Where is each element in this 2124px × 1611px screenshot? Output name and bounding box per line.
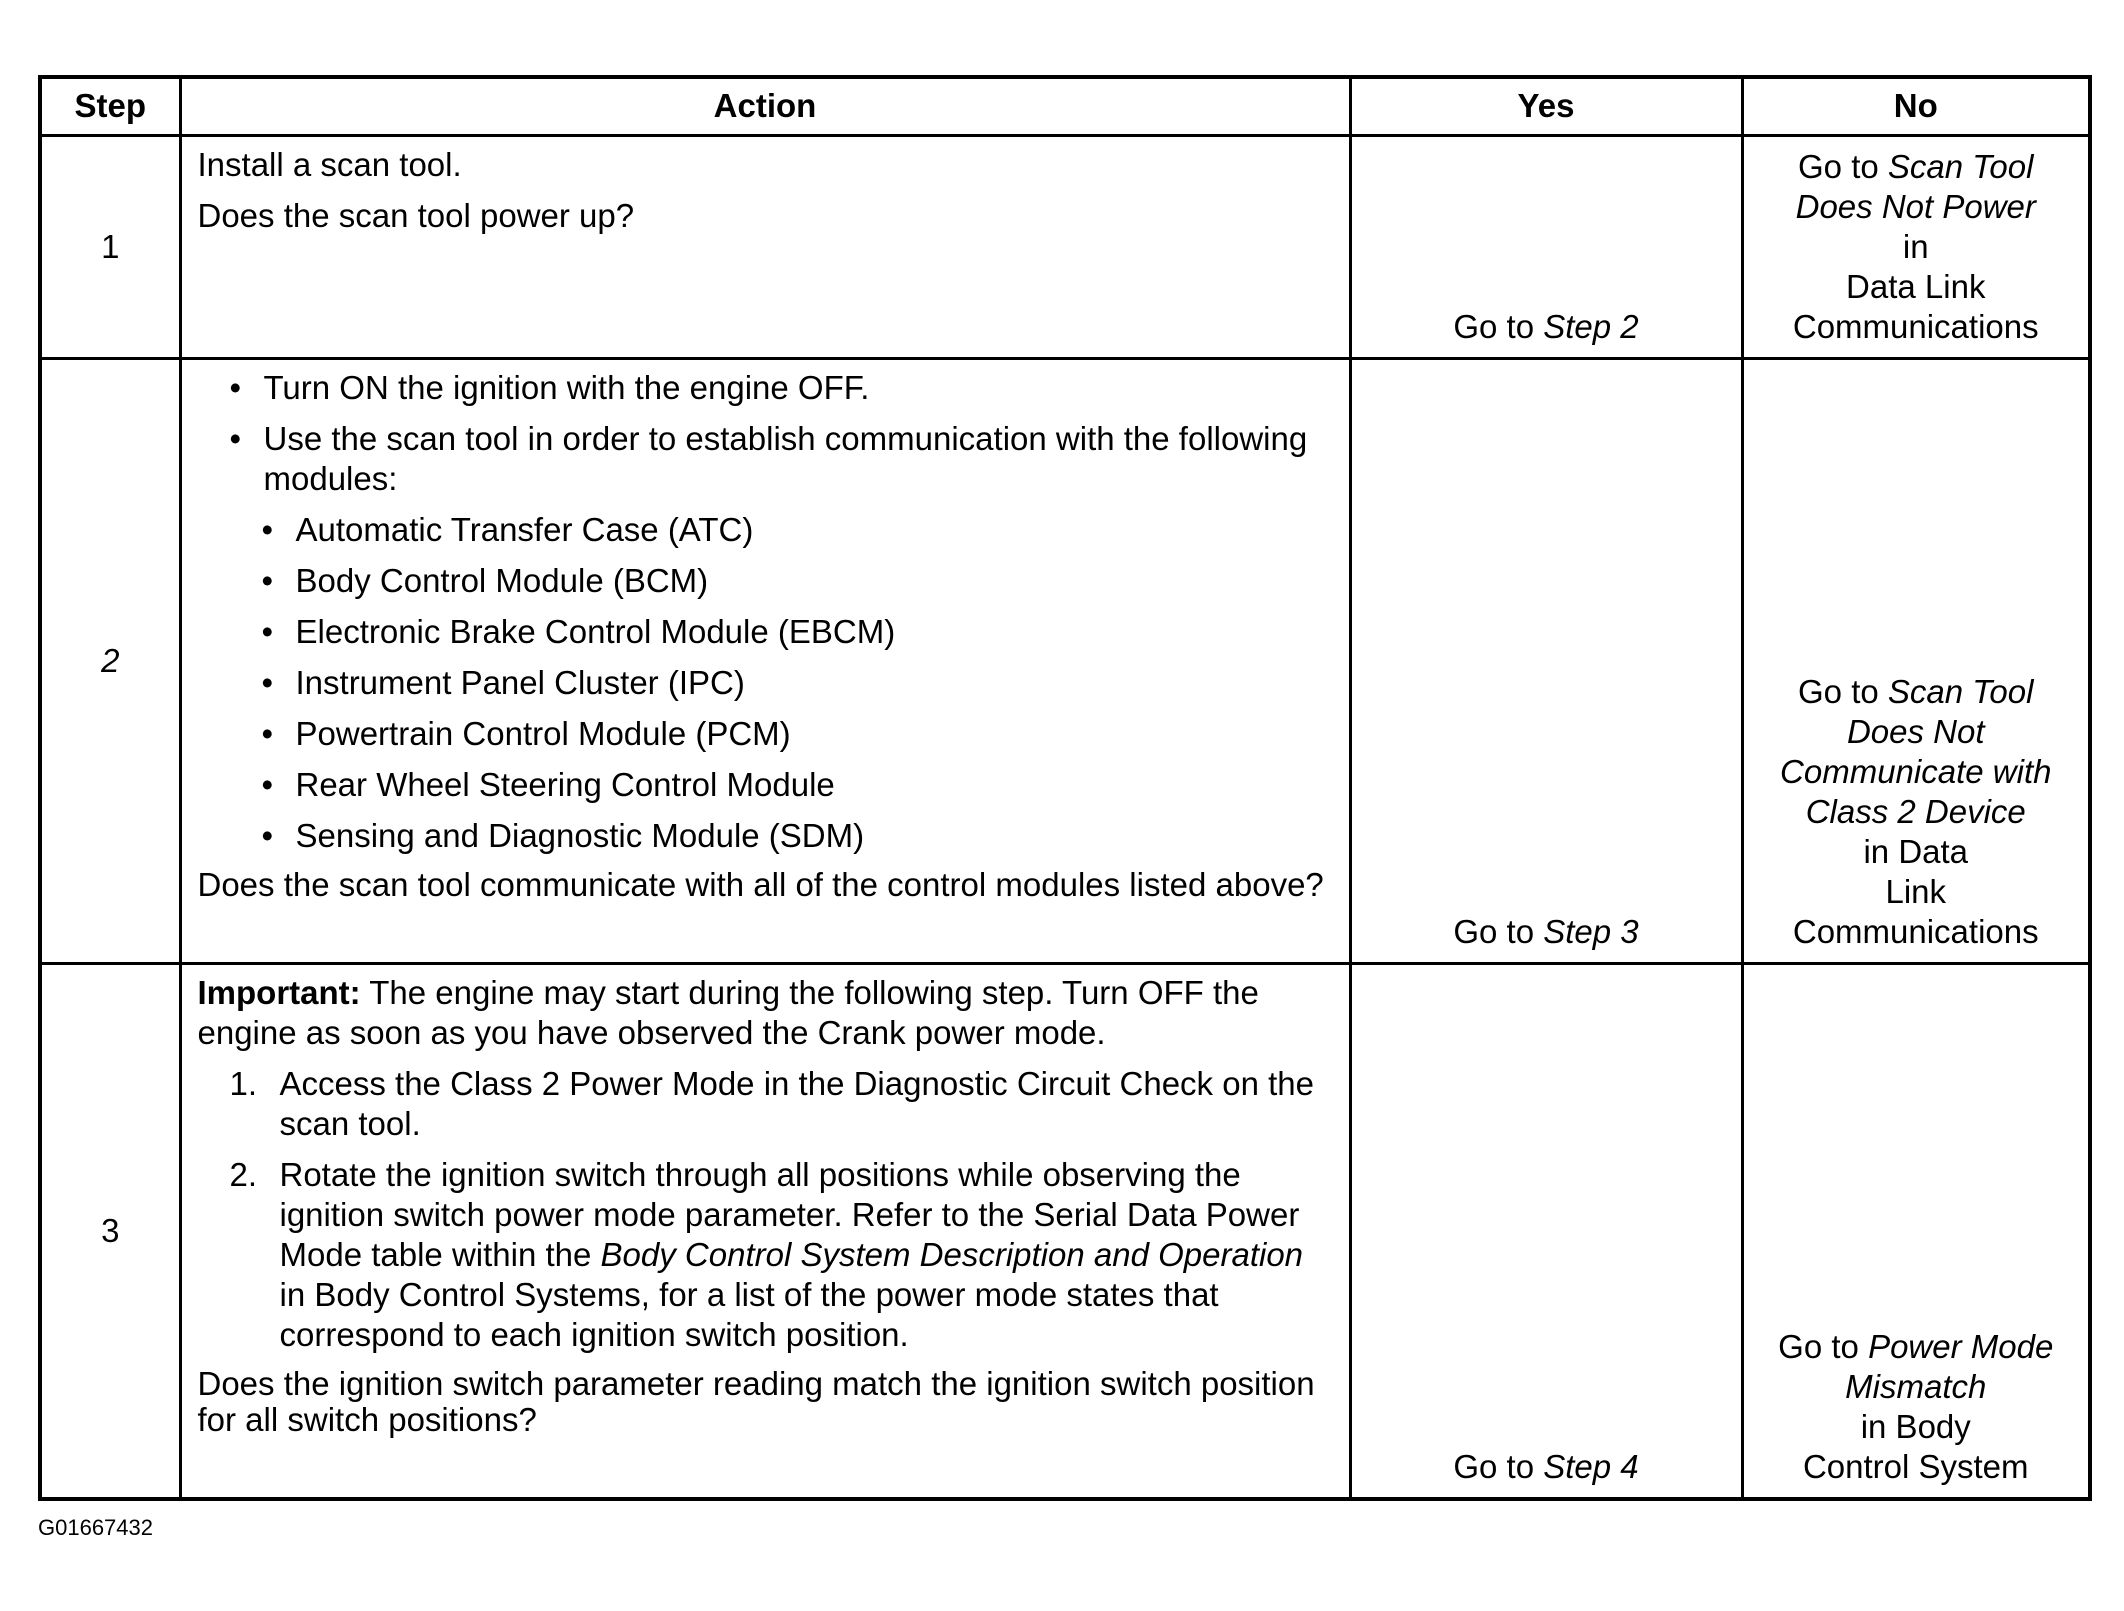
no-target-link[interactable]: Power Mode <box>1868 1328 2054 1365</box>
action-question: Does the scan tool power up? <box>197 196 635 234</box>
yes-prefix: Go to <box>1453 912 1544 950</box>
action-cell <box>180 358 1350 963</box>
list-item: • Use the scan tool in order to establish communication with the following modules: <box>230 419 1333 499</box>
procedure-text: Access the Class 2 Power Mode in the Diagnostic Circuit Check on the scan tool. <box>279 1064 1314 1142</box>
no-section: in Body <box>1860 1408 1971 1445</box>
procedure-text: Rotate the ignition switch through all positions while observing the ignition switch power mode parameter. Refer to the Serial Data Power Mode table within the <box>279 1155 1300 1273</box>
no-target-link-cont[interactable]: Mismatch <box>1845 1368 1987 1405</box>
action-cell <box>180 135 1350 358</box>
yes-step-link[interactable]: Step 2 <box>1543 307 1639 345</box>
procedure-reference-link[interactable]: Body Control System Description and Operation <box>600 1235 1304 1273</box>
yes-cell <box>1350 135 1742 358</box>
no-cell <box>1742 135 2090 358</box>
important-note <box>198 973 1333 1053</box>
action-bullet-list <box>198 368 1333 499</box>
no-prefix: Go to <box>1798 147 1888 185</box>
yes-cell <box>1350 963 1742 1499</box>
no-prefix: Go to <box>1798 672 1888 710</box>
step-num-label: 2. <box>229 1155 258 1193</box>
yes-cell <box>1350 358 1742 963</box>
no-section-cont: Control System <box>1802 1448 2029 1485</box>
no-section: in Data <box>1863 832 1969 870</box>
header-no: No <box>1742 77 2090 135</box>
table-row-step-3 <box>40 963 2090 1499</box>
no-section-cont: Communications <box>1792 912 2039 950</box>
diagnostic-table <box>38 75 2092 1501</box>
table-row-step-2 <box>40 358 2090 963</box>
important-text: The engine may start during the following step. Turn OFF the engine as soon as you have observed the Crank power mode. <box>197 973 1259 1051</box>
procedure-steps <box>198 1064 1333 1355</box>
no-target-link-cont[interactable]: Communicate with <box>1780 752 2052 790</box>
no-section-cont: Communications <box>1792 307 2039 345</box>
no-in: in <box>1902 227 1929 265</box>
yes-prefix: Go to <box>1453 1448 1544 1485</box>
no-target-link-cont[interactable]: Class 2 Device <box>1805 792 2026 830</box>
action-instruction: Install a scan tool. <box>197 145 462 183</box>
header-yes: Yes <box>1350 77 1742 135</box>
no-target-link-cont[interactable]: Does Not <box>1846 712 1985 750</box>
no-section-cont: Link <box>1885 872 1947 910</box>
list-item <box>230 1064 1333 1144</box>
module-item: • Automatic Transfer Case (ATC) <box>262 510 1333 550</box>
step-number: 2 <box>40 358 180 963</box>
table-header-row <box>40 77 2090 135</box>
step-num-label: 1. <box>229 1064 258 1102</box>
no-cell <box>1742 358 2090 963</box>
no-target-link-cont[interactable]: Does Not Power <box>1795 187 2036 225</box>
module-item: • Sensing and Diagnostic Module (SDM) <box>262 816 1333 856</box>
no-target-link[interactable]: Scan Tool <box>1887 672 2034 710</box>
list-item: • Turn ON the ignition with the engine OFF. <box>230 368 1333 408</box>
module-item: • Rear Wheel Steering Control Module <box>262 765 1333 805</box>
yes-step-link[interactable]: Step 3 <box>1543 912 1639 950</box>
header-action: Action <box>180 77 1350 135</box>
yes-prefix: Go to <box>1453 307 1544 345</box>
procedure-text-cont: in Body Control Systems, for a list of the power mode states that correspond to each ignition switch position. <box>279 1275 1219 1353</box>
important-label: Important: <box>197 973 361 1011</box>
no-prefix: Go to <box>1778 1328 1869 1365</box>
list-item <box>230 1155 1333 1355</box>
action-question: Does the ignition switch parameter reading match the ignition switch position for all switch positions? <box>197 1364 1315 1438</box>
module-item: • Powertrain Control Module (PCM) <box>262 714 1333 754</box>
action-cell <box>180 963 1350 1499</box>
no-section: Data Link <box>1846 267 1986 305</box>
module-item: • Electronic Brake Control Module (EBCM) <box>262 612 1333 652</box>
module-item: • Body Control Module (BCM) <box>262 561 1333 601</box>
module-list <box>198 510 1333 856</box>
table-row-step-1 <box>40 135 2090 358</box>
no-target-link[interactable]: Scan Tool <box>1887 147 2034 185</box>
yes-step-link[interactable]: Step 4 <box>1543 1448 1639 1485</box>
no-cell <box>1742 963 2090 1499</box>
step-number: 3 <box>40 963 180 1499</box>
action-question: Does the scan tool communicate with all of the control modules listed above? <box>197 865 1324 903</box>
module-item: • Instrument Panel Cluster (IPC) <box>262 663 1333 703</box>
header-step: Step <box>40 77 180 135</box>
figure-id-caption: G01667432 <box>38 1515 153 1540</box>
step-number: 1 <box>40 135 180 358</box>
